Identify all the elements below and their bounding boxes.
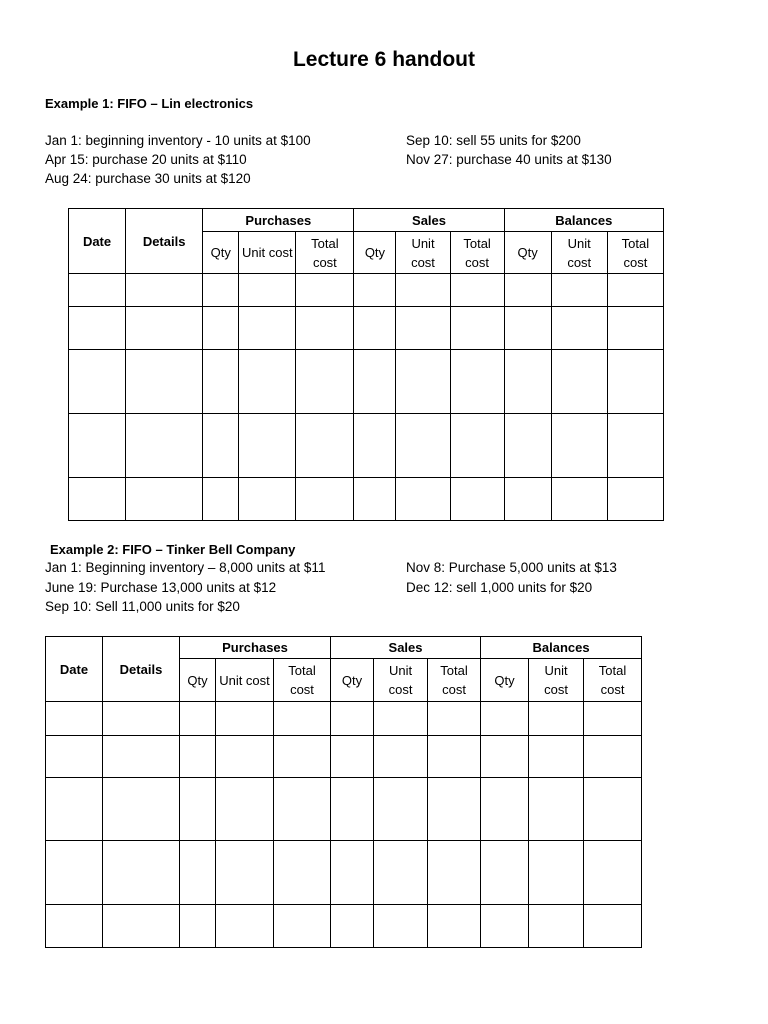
- table-cell: [551, 478, 607, 521]
- table-cell: [46, 905, 103, 948]
- table-cell: [396, 478, 450, 521]
- table-cell: [274, 841, 331, 905]
- table-cell: [481, 841, 529, 905]
- table-cell: [331, 702, 374, 736]
- example2-line: Sep 10: Sell 11,000 units for $20: [45, 599, 240, 614]
- table-cell: [354, 414, 396, 478]
- example2-line: Jan 1: Beginning inventory – 8,000 units at $11: [45, 560, 326, 575]
- table-cell: [216, 905, 274, 948]
- table-cell: [607, 307, 663, 350]
- example1-fifo-table: [68, 208, 664, 521]
- table-cell: [126, 274, 203, 307]
- table-cell: [103, 736, 180, 778]
- example1-line: Sep 10: sell 55 units for $200: [406, 133, 581, 148]
- table-cell: [504, 274, 551, 307]
- table-cell: [584, 736, 642, 778]
- example2-heading: Example 2: FIFO – Tinker Bell Company: [50, 542, 296, 557]
- example2-line: June 19: Purchase 13,000 units at $12: [45, 580, 277, 595]
- table-cell: [551, 350, 607, 414]
- table-cell: [481, 905, 529, 948]
- example1-line: Aug 24: purchase 30 units at $120: [45, 171, 251, 186]
- header-purchases: Purchases: [203, 209, 354, 232]
- table-cell: [584, 702, 642, 736]
- table-cell: [296, 274, 354, 307]
- header-total-cost: Total cost: [584, 659, 642, 702]
- header-balances: Balances: [504, 209, 663, 232]
- table-cell: [216, 702, 274, 736]
- table-row: [46, 905, 642, 948]
- table-cell: [529, 905, 584, 948]
- table-cell: [46, 702, 103, 736]
- table-cell: [331, 736, 374, 778]
- header-qty: Qty: [180, 659, 216, 702]
- table-cell: [274, 778, 331, 841]
- table-cell: [69, 350, 126, 414]
- table-cell: [331, 841, 374, 905]
- table-cell: [374, 702, 428, 736]
- table-row: [69, 350, 664, 414]
- table-cell: [103, 905, 180, 948]
- example1-line: Apr 15: purchase 20 units at $110: [45, 152, 247, 167]
- table-cell: [374, 778, 428, 841]
- table-cell: [584, 905, 642, 948]
- table-row: [46, 736, 642, 778]
- table-cell: [481, 702, 529, 736]
- header-balances: Balances: [481, 637, 642, 659]
- header-qty: Qty: [504, 232, 551, 274]
- header-date: Date: [46, 637, 103, 702]
- table-cell: [69, 414, 126, 478]
- table-cell: [69, 478, 126, 521]
- table-cell: [103, 841, 180, 905]
- table-cell: [216, 841, 274, 905]
- table-cell: [126, 478, 203, 521]
- header-date: Date: [69, 209, 126, 274]
- table-cell: [396, 307, 450, 350]
- table-cell: [126, 307, 203, 350]
- header-details: Details: [103, 637, 180, 702]
- example1-line: Nov 27: purchase 40 units at $130: [406, 152, 612, 167]
- table-cell: [607, 350, 663, 414]
- table-cell: [239, 307, 296, 350]
- table-cell: [239, 414, 296, 478]
- example1-heading: Example 1: FIFO – Lin electronics: [45, 96, 254, 111]
- table-cell: [239, 274, 296, 307]
- header-details: Details: [126, 209, 203, 274]
- page-title: Lecture 6 handout: [292, 48, 476, 71]
- header-unit-cost: Unit cost: [239, 232, 296, 274]
- header-total-cost: Total cost: [296, 232, 354, 274]
- table-cell: [607, 414, 663, 478]
- table-row: [69, 307, 664, 350]
- example1-line: Jan 1: beginning inventory - 10 units at $100: [45, 133, 311, 148]
- table-cell: [180, 841, 216, 905]
- table-cell: [239, 478, 296, 521]
- table-cell: [529, 702, 584, 736]
- table-cell: [203, 350, 239, 414]
- table-cell: [180, 736, 216, 778]
- table-cell: [46, 841, 103, 905]
- header-sales: Sales: [331, 637, 481, 659]
- table-cell: [216, 736, 274, 778]
- header-total-cost: Total cost: [428, 659, 481, 702]
- header-unit-cost: Unit cost: [396, 232, 450, 274]
- table-cell: [374, 736, 428, 778]
- table-row: [46, 778, 642, 841]
- table-cell: [354, 478, 396, 521]
- table-cell: [296, 350, 354, 414]
- table-cell: [180, 778, 216, 841]
- table-cell: [396, 414, 450, 478]
- header-purchases: Purchases: [180, 637, 331, 659]
- header-unit-cost: Unit cost: [529, 659, 584, 702]
- table-cell: [481, 778, 529, 841]
- table-cell: [331, 905, 374, 948]
- table-row: [46, 841, 642, 905]
- table-cell: [103, 702, 180, 736]
- table-cell: [481, 736, 529, 778]
- table-cell: [203, 274, 239, 307]
- table-cell: [504, 478, 551, 521]
- table-cell: [504, 350, 551, 414]
- table-cell: [69, 307, 126, 350]
- header-total-cost: Total cost: [607, 232, 663, 274]
- header-qty: Qty: [481, 659, 529, 702]
- table-cell: [428, 841, 481, 905]
- table-cell: [203, 307, 239, 350]
- table-cell: [504, 307, 551, 350]
- header-qty: Qty: [203, 232, 239, 274]
- header-sales: Sales: [354, 209, 504, 232]
- table-cell: [203, 414, 239, 478]
- table-cell: [450, 307, 504, 350]
- header-total-cost: Total cost: [450, 232, 504, 274]
- table-cell: [450, 350, 504, 414]
- table-cell: [529, 841, 584, 905]
- table-cell: [551, 414, 607, 478]
- table-cell: [296, 307, 354, 350]
- table-cell: [274, 702, 331, 736]
- table-cell: [428, 778, 481, 841]
- header-qty: Qty: [354, 232, 396, 274]
- table-row: [69, 414, 664, 478]
- table-cell: [450, 478, 504, 521]
- header-qty: Qty: [331, 659, 374, 702]
- table-cell: [551, 274, 607, 307]
- table-cell: [239, 350, 296, 414]
- table-cell: [428, 702, 481, 736]
- table-cell: [296, 414, 354, 478]
- header-unit-cost: Unit cost: [216, 659, 274, 702]
- table-cell: [584, 778, 642, 841]
- example2-line: Dec 12: sell 1,000 units for $20: [406, 580, 593, 595]
- table-cell: [396, 274, 450, 307]
- table-cell: [126, 414, 203, 478]
- table-cell: [396, 350, 450, 414]
- table-row: [69, 478, 664, 521]
- table-cell: [274, 736, 331, 778]
- table-cell: [46, 736, 103, 778]
- table-cell: [428, 736, 481, 778]
- table-row: [69, 274, 664, 307]
- table-cell: [607, 478, 663, 521]
- table-cell: [529, 778, 584, 841]
- table-cell: [354, 307, 396, 350]
- table-cell: [180, 905, 216, 948]
- table-cell: [607, 274, 663, 307]
- table-cell: [274, 905, 331, 948]
- table-cell: [216, 778, 274, 841]
- table-cell: [450, 274, 504, 307]
- table-cell: [374, 905, 428, 948]
- table-cell: [180, 702, 216, 736]
- table-cell: [450, 414, 504, 478]
- table-cell: [203, 478, 239, 521]
- table-row: [46, 702, 642, 736]
- table-cell: [126, 350, 203, 414]
- example2-line: Nov 8: Purchase 5,000 units at $13: [406, 560, 617, 575]
- table-cell: [296, 478, 354, 521]
- table-cell: [103, 778, 180, 841]
- table-cell: [331, 778, 374, 841]
- table-cell: [584, 841, 642, 905]
- table-cell: [46, 778, 103, 841]
- table-cell: [551, 307, 607, 350]
- table-cell: [504, 414, 551, 478]
- header-unit-cost: Unit cost: [551, 232, 607, 274]
- table-cell: [354, 274, 396, 307]
- table-cell: [529, 736, 584, 778]
- table-cell: [69, 274, 126, 307]
- example2-fifo-table: [45, 636, 642, 948]
- table-cell: [354, 350, 396, 414]
- table-cell: [374, 841, 428, 905]
- header-unit-cost: Unit cost: [374, 659, 428, 702]
- header-total-cost: Total cost: [274, 659, 331, 702]
- table-cell: [428, 905, 481, 948]
